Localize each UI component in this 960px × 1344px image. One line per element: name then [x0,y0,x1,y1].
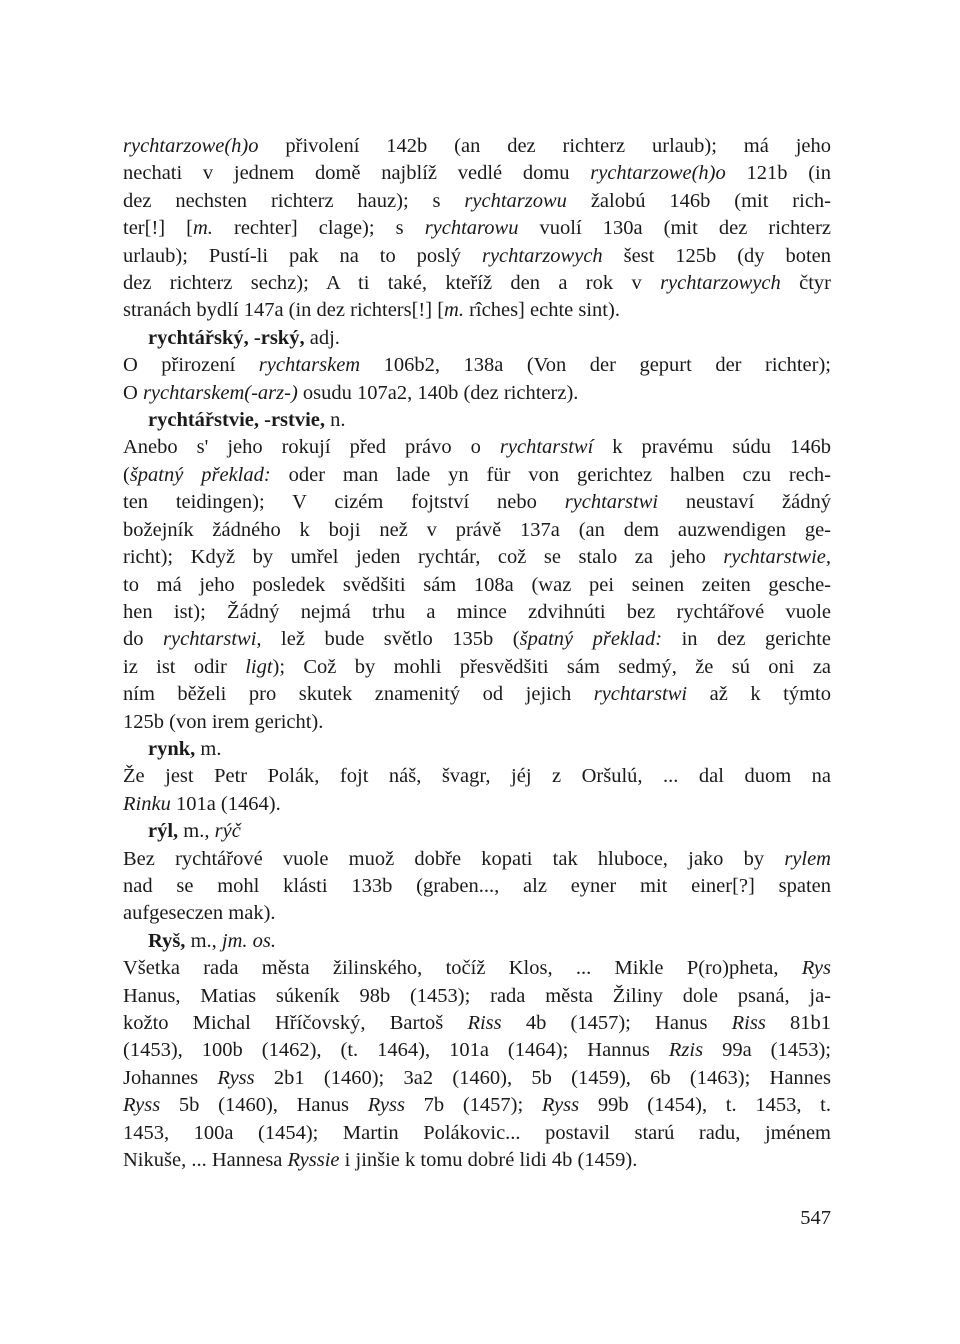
entry-headword-line: rychtářstvie, -rstvie, n. [148,409,346,432]
text-line: Anebo s' jeho rokují před právo o rychtarstwí k pravému súdu 146b [123,436,831,459]
text-line: urlaub); Pustí-li pak na to poslý rychtarzowych šest 125b (dy boten [123,244,831,267]
text-line: Všetka rada města žilinského, točíž Klos, ... Mikle P(ro)pheta, Rys [123,957,831,980]
text-line: božejník žádného k boji než v právě 137a (an dem auzwendigen ge- [123,518,831,541]
page-number: 547 [800,1207,831,1229]
text-line: (špatný překlad: oder man lade yn für von gerichtez halben czu rech- [123,463,831,486]
text-line: to má jeho posledek svědšiti sám 108a (waz pei seinen zeiten gesche- [123,573,831,596]
text-line: dez nechsten richterz hauz); s rychtarzowu žalobú 146b (mit rich- [123,189,831,212]
text-line: Bez rychtářové vuole muož dobře kopati tak hluboce, jako by rylem [123,847,831,870]
text-line: O přirození rychtarskem 106b2, 138a (Von der gepurt der richter); [123,354,832,377]
text-line: hen ist); Žádný nejmá trhu a mince zdvihnúti bez rychtářové vuole [123,600,831,623]
text-line: aufgeseczen mak). [123,902,276,925]
text-line: nechati v jednem domě najblíž vedlé domu rychtarzowe(h)o 121b (in [123,162,831,185]
text-line: ním běželi pro skutek znamenitý od jejich rychtarstwi až k týmto [123,683,831,706]
entry-headword-line: rýl, m., rýč [148,820,241,843]
text-line: 125b (von irem gericht). [123,710,324,733]
text-line: Hanus, Matias súkeník 98b (1453); rada města Žiliny dole psaná, ja- [123,984,831,1007]
text-line: Že jest Petr Polák, fojt náš, švagr, jéj z Oršulú, ... dal duom na [123,765,831,788]
text-line: iz ist odir ligt); Což by mohli přesvědšiti sám sedmý, že sú oni za [123,655,832,678]
entry-headword-line: Ryš, m., jm. os. [148,929,276,952]
entry-headword-line: rynk, m. [148,737,222,760]
text-line: ter[!] [m. rechter] clage); s rychtarowu vuolí 130a (mit dez richterz [123,217,831,240]
text-line: rychtarzowe(h)o přivolení 142b (an dez richterz urlaub); má jeho [123,135,831,157]
text-line: Ryss 5b (1460), Hanus Ryss 7b (1457); Ryss 99b (1454), t. 1453, t. [123,1094,831,1117]
text-line: Rinku 101a (1464). [123,792,281,815]
text-line: dez richterz sechz); A ti také, kteříž den a rok v rychtarzowych čtyr [123,272,832,295]
text-line: (1453), 100b (1462), (t. 1464), 101a (1464); Hannus Rzis 99a (1453); [123,1039,832,1062]
dictionary-page-text [123,133,831,1174]
text-line: stranách bydlí 147a (in dez richters[!] [m. rîches] echte sint). [123,299,620,322]
text-line: ten teidingen); V cizém fojtství nebo rychtarstwi neustaví žádný [123,491,831,514]
text-line: do rychtarstwi, lež bude světlo 135b (špatný překlad: in dez gerichte [123,628,831,651]
text-line: richt); Když by umřel jeden rychtár, což se stalo za jeho rychtarstwie, [123,546,831,569]
text-line: kožto Michal Hříčovský, Bartoš Riss 4b (1457); Hanus Riss 81b1 [123,1012,832,1034]
text-line: 1453, 100a (1454); Martin Polákovic... postavil starú radu, jménem [123,1121,831,1144]
text-line: nad se mohl klásti 133b (graben..., alz eyner mit einer[?] spaten [123,874,831,897]
text-line: Nikuše, ... Hannesa Ryssie i jinšie k tomu dobré lidi 4b (1459). [123,1149,638,1172]
text-line: O rychtarskem(-arz-) osudu 107a2, 140b (dez richterz). [123,381,579,404]
text-line: Johannes Ryss 2b1 (1460); 3a2 (1460), 5b (1459), 6b (1463); Hannes [123,1066,832,1089]
entry-headword-line: rychtářský, -rský, adj. [148,326,340,349]
